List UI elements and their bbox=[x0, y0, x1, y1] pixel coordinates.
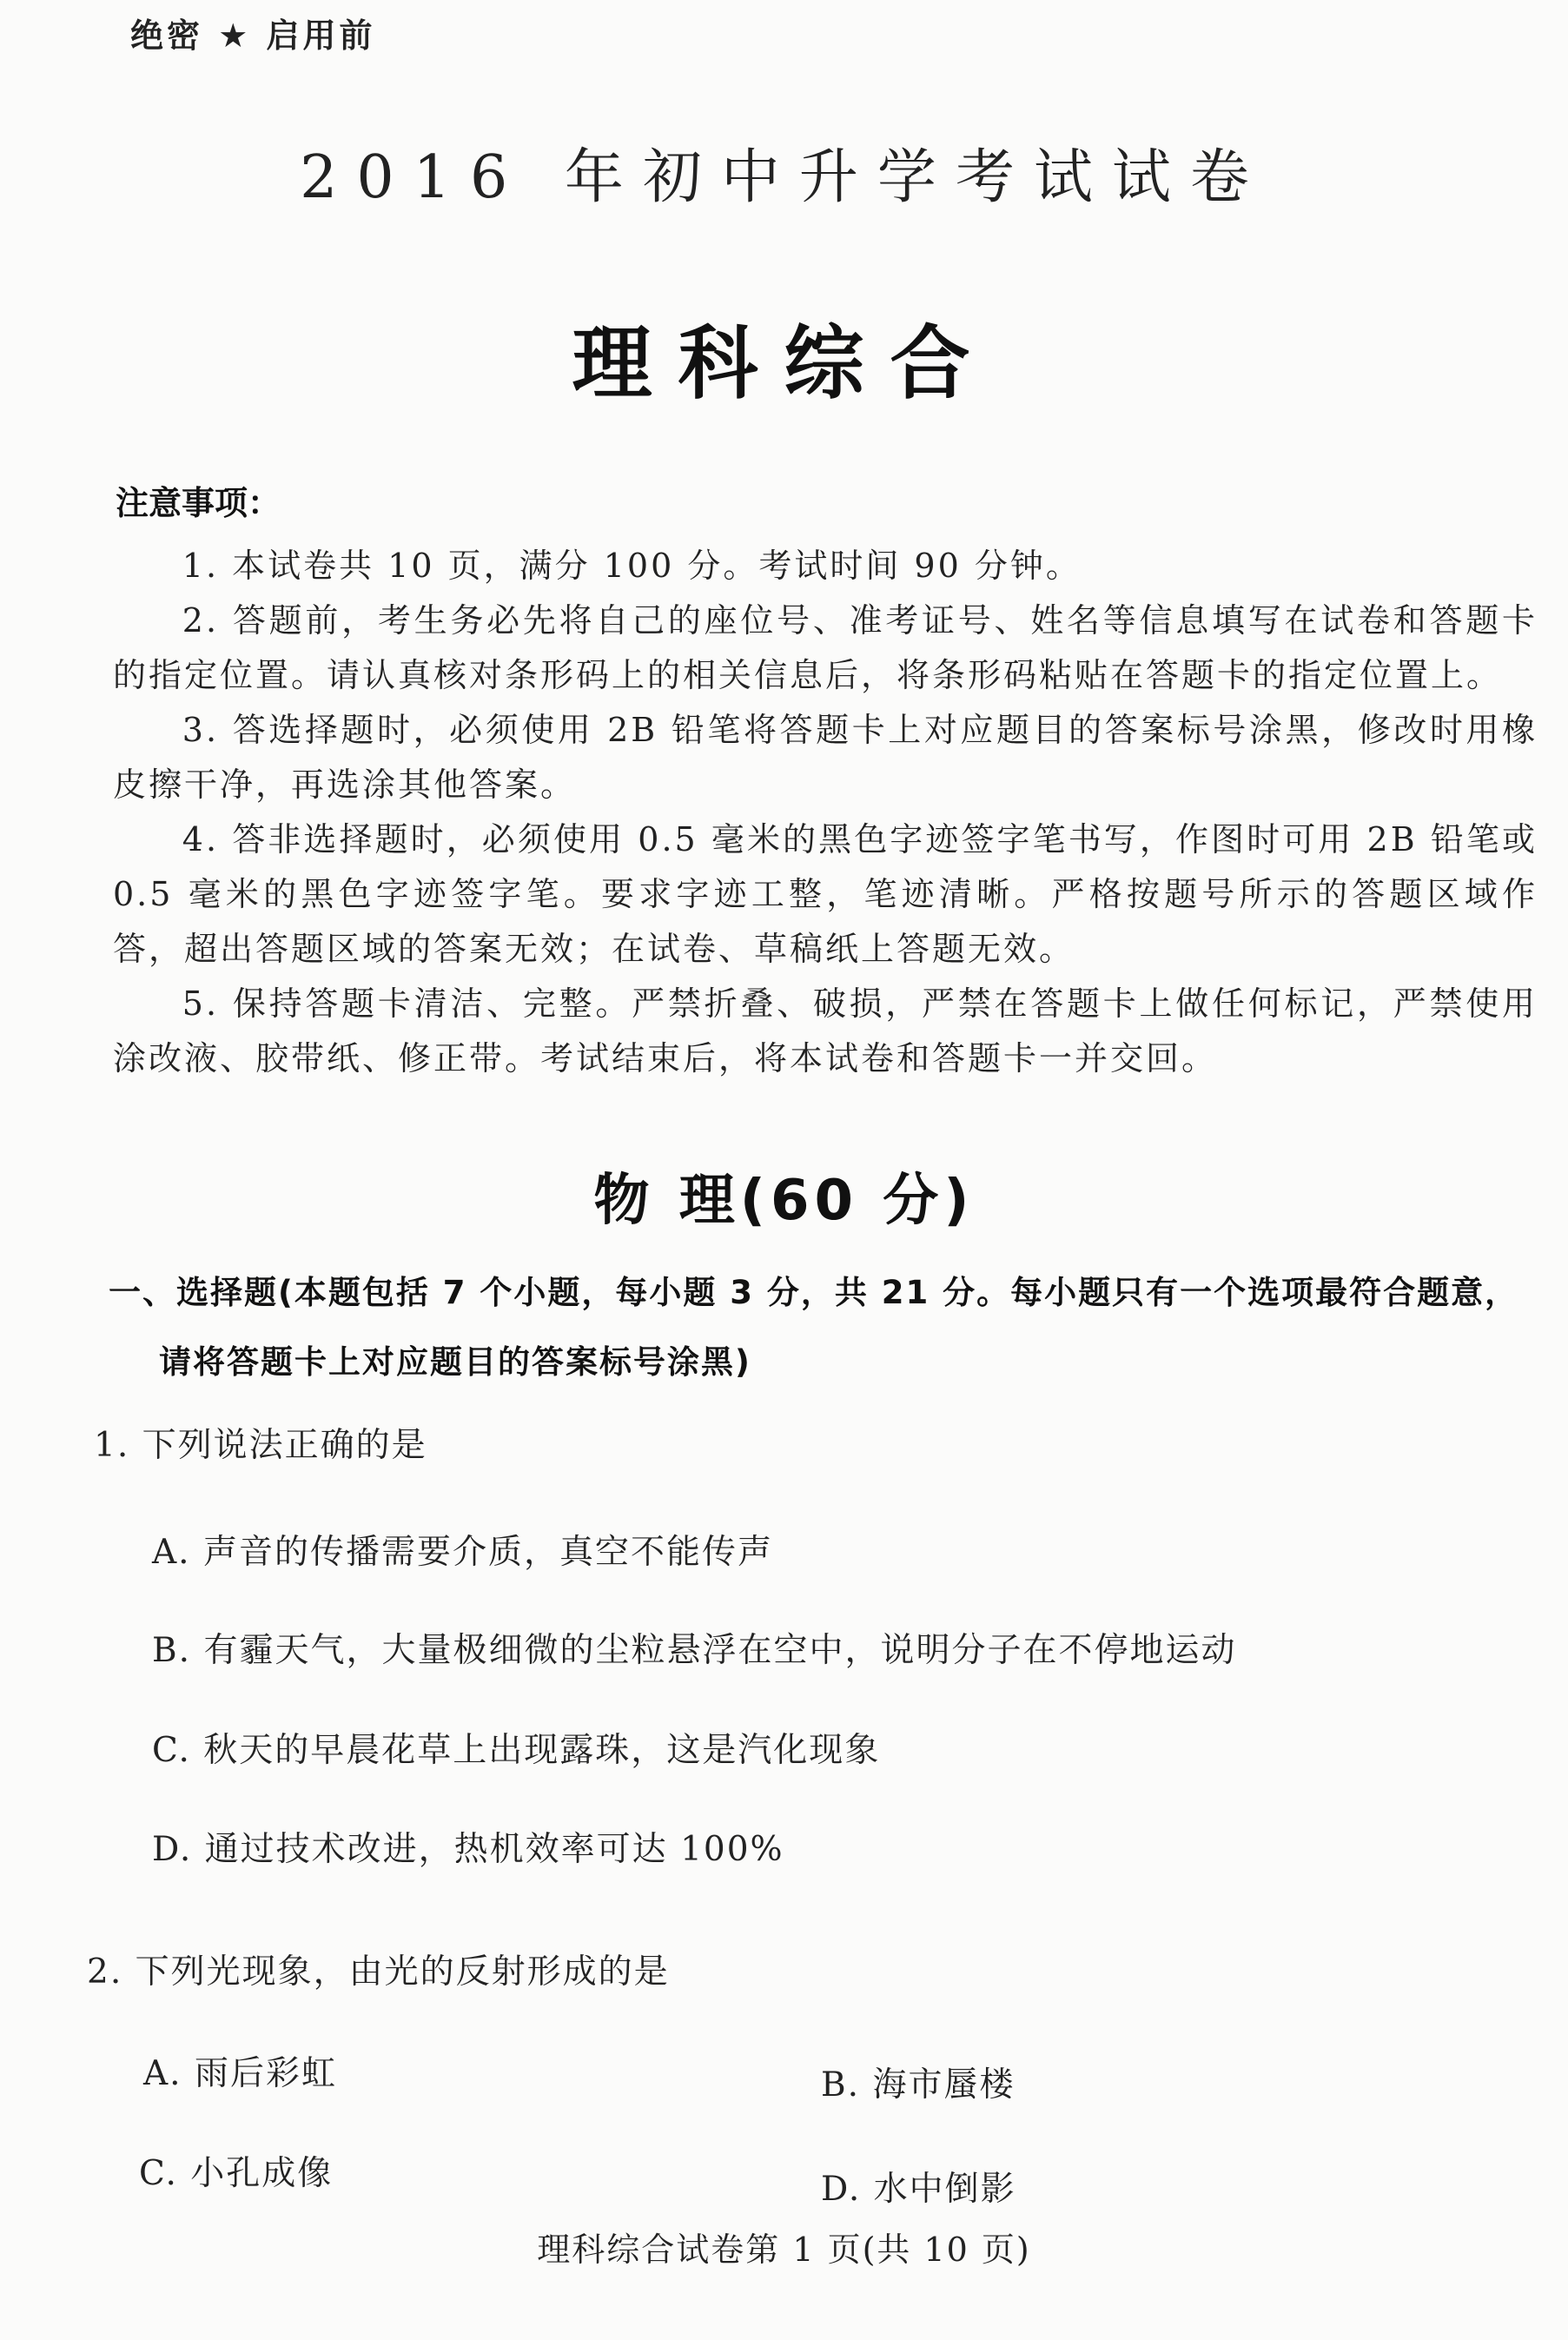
question-stem-2: 2. 下列光现象，由光的反射形成的是 bbox=[87, 1952, 670, 1992]
part-instruction bbox=[109, 1258, 1542, 1397]
question-2-option-a: A. 雨后彩虹 bbox=[143, 2054, 337, 2093]
notice-item: 3. 答选择题时，必须使用 2B 铅笔将答题卡上对应题目的答案标号涂黑，修改时用橡皮擦干净，再选涂其他答案。 bbox=[113, 711, 1538, 804]
part-instruction-line1: 一、选择题(本题包括 7 个小题，每小题 3 分，共 21 分。每小题只有一个选项最符合题意， bbox=[109, 1274, 1519, 1311]
notice-item: 1. 本试卷共 10 页，满分 100 分。考试时间 90 分钟。 bbox=[182, 547, 1082, 585]
exam-title: 2016 年初中升学考试试卷 bbox=[300, 143, 1268, 212]
page-footer: 理科综合试卷第 1 页(共 10 页) bbox=[537, 2231, 1031, 2269]
question-2-option-d: D. 水中倒影 bbox=[821, 2170, 1016, 2209]
notice-heading: 注意事项： bbox=[116, 484, 281, 522]
question-1-option-d: D. 通过技术改进，热机效率可达 100% bbox=[152, 1830, 784, 1869]
part-instruction-line2: 请将答题卡上对应题目的答案标号涂黑) bbox=[159, 1343, 751, 1381]
notice-item: 4. 答非选择题时，必须使用 0.5 毫米的黑色字迹签字笔书写，作图时可用 2B 铅笔或 0.5 毫米的黑色字迹签字笔。要求字迹工整，笔迹清晰。严格按题号所示的答题区域作答，超出答题区域的答案无效；在试卷、草稿纸上答题无效。 bbox=[113, 820, 1538, 968]
subject-title: 理科综合 bbox=[572, 317, 996, 410]
question-stem-1: 1. 下列说法正确的是 bbox=[94, 1426, 427, 1465]
notice-item: 2. 答题前，考生务必先将自己的座位号、准考证号、姓名等信息填写在试卷和答题卡的指定位置。请认真核对条形码上的相关信息后，将条形码粘贴在答题卡的指定位置上。 bbox=[113, 601, 1538, 694]
notice-list bbox=[113, 539, 1538, 1086]
confidential-label: 绝密 ★ 启用前 bbox=[130, 17, 376, 55]
question-1-option-b: B. 有霾天气，大量极细微的尘粒悬浮在空中，说明分子在不停地运动 bbox=[152, 1631, 1237, 1670]
question-1-option-c: C. 秋天的早晨花草上出现露珠，这是汽化现象 bbox=[152, 1731, 881, 1770]
question-2-option-c: C. 小孔成像 bbox=[139, 2154, 334, 2193]
question-1-option-a: A. 声音的传播需要介质，真空不能传声 bbox=[152, 1533, 773, 1572]
notice-item: 5. 保持答题卡清洁、完整。严禁折叠、破损，严禁在答题卡上做任何标记，严禁使用涂改液、胶带纸、修正带。考试结束后，将本试卷和答题卡一并交回。 bbox=[113, 984, 1538, 1077]
section-title-physics: 物 理(60 分) bbox=[593, 1169, 975, 1233]
question-2-option-b: B. 海市蜃楼 bbox=[821, 2065, 1016, 2105]
